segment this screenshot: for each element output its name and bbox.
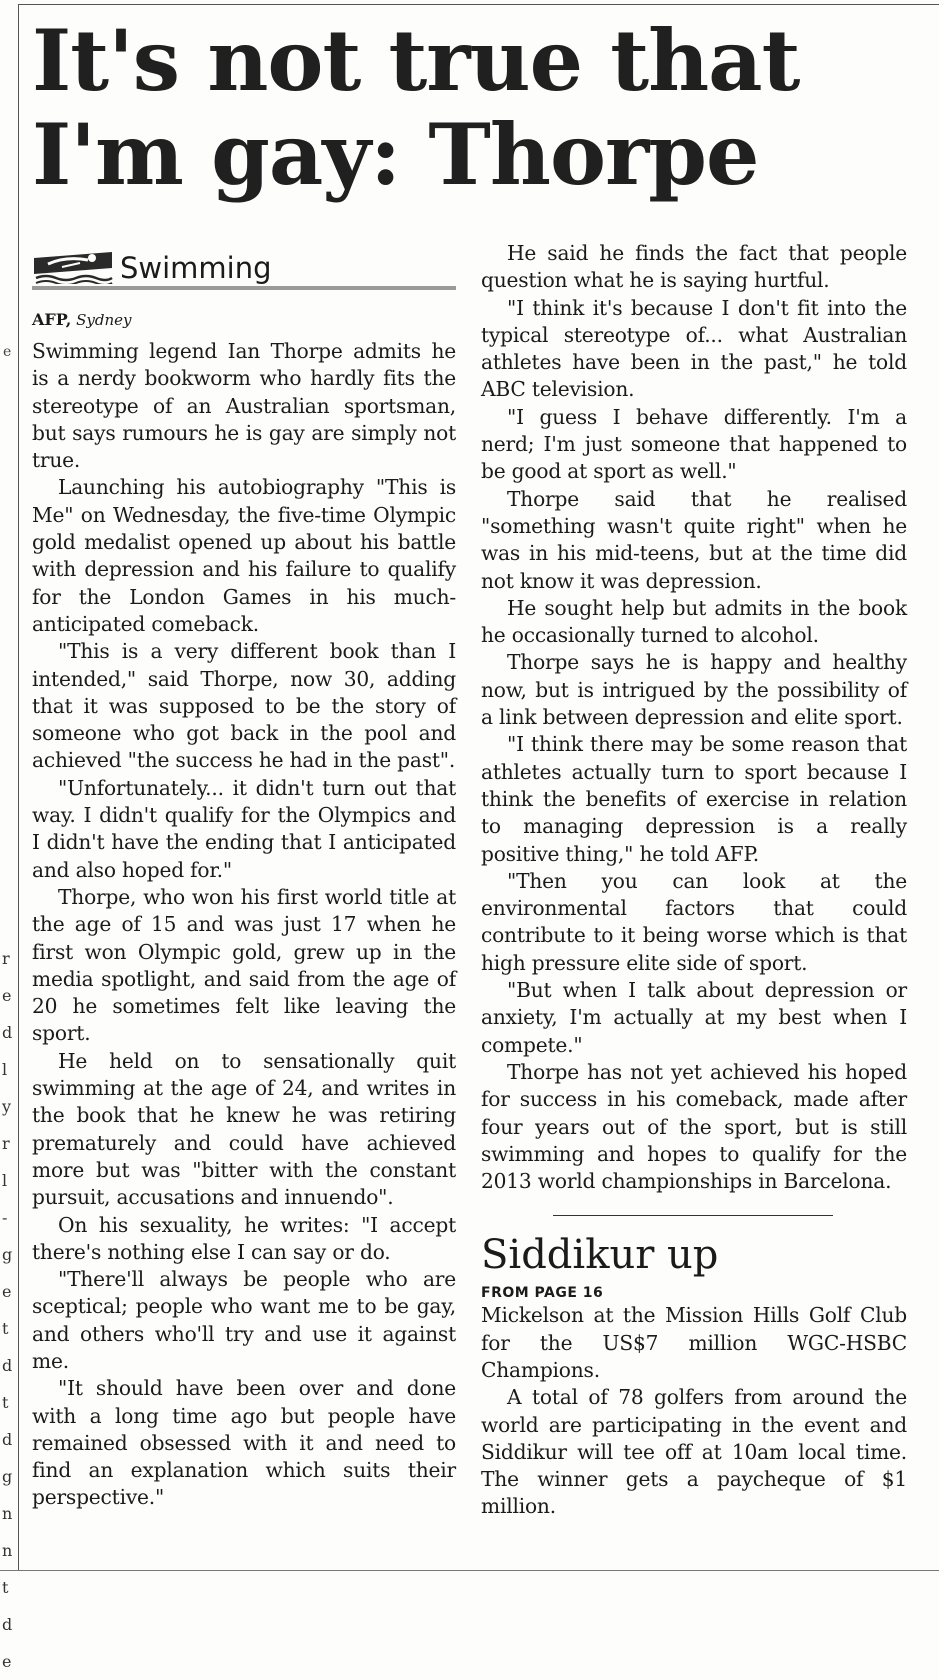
- edge-fragment: -: [2, 1208, 8, 1227]
- edge-fragment: r: [2, 949, 10, 968]
- edge-fragment: l: [2, 1060, 8, 1079]
- paragraph: "Then you can look at the environmental factors that could contribute to it being worse which is that high pressure elite side of sport.: [481, 868, 907, 975]
- paragraph: "I guess I behave differently. I'm a nerd; I'm just someone that happened to be good at sport as well.": [481, 404, 907, 484]
- edge-fragment: d: [2, 1023, 13, 1042]
- article-column-right: [481, 240, 907, 1521]
- article-column-left: [32, 244, 456, 1512]
- edge-fragment: l: [2, 1171, 8, 1190]
- paragraph: "But when I talk about depression or anxiety, I'm actually at my best when I compete.": [481, 978, 907, 1057]
- edge-fragment: t: [2, 1393, 9, 1412]
- swimmer-icon: [32, 244, 114, 284]
- paragraph: Thorpe has not yet achieved his hoped for success in his comeback, made after four years out of the sport, but is still swimming and hopes to qualify for the 2013 world championships in Barcelona.: [481, 1059, 907, 1194]
- byline-city: Sydney: [76, 311, 132, 329]
- paragraph: A total of 78 golfers from around the world are participating in the event and Siddikur will tee off at 10am local time. The winner gets a paycheque of $1 million.: [481, 1385, 907, 1519]
- story-divider: [553, 1215, 833, 1216]
- article-body-right: [481, 240, 907, 1195]
- paragraph: "This is a very different book than I intended," said Thorpe, now 30, adding that it was supposed to be the story of someone who got back in the pool and achieved "the success he had in the past".: [32, 639, 456, 773]
- paragraph: "There'll always be people who are sceptical; people who want me to be gay, and others who'll try and use it against me.: [32, 1267, 456, 1373]
- edge-fragment: e: [2, 1652, 12, 1671]
- edge-fragment: d: [2, 1430, 13, 1449]
- edge-fragments: [2, 940, 14, 1680]
- continuation-headline: Siddikur up: [481, 1232, 719, 1279]
- top-rule: [18, 4, 939, 5]
- paragraph: He sought help but admits in the book he occasionally turned to alcohol.: [481, 595, 907, 648]
- edge-fragment: d: [2, 1356, 13, 1375]
- section-tag: [32, 244, 456, 284]
- edge-fragment: r: [2, 1134, 10, 1153]
- edge-fragment: e: [3, 344, 12, 360]
- paragraph: Thorpe says he is happy and healthy now, but is intrigued by the possibility of a link between depression and elite sport.: [481, 650, 907, 730]
- paragraph: "It should have been over and done with a long time ago but people have remained obsessed with it and need to find an explanation which suits their perspective.": [32, 1376, 456, 1510]
- paragraph: Launching his autobiography "This is Me" on Wednesday, the five-time Olympic gold medalist opened up about his battle with depression and his failure to qualify for the London Games in his much-anticipated comeback.: [32, 475, 456, 636]
- edge-fragment: e: [2, 1282, 12, 1301]
- paragraph: Thorpe said that he realised "something wasn't quite right" when he was in his mid-teens, but at the time did not know it was depression.: [481, 486, 907, 593]
- paragraph: Thorpe, who won his first world title at the age of 15 and was just 17 when he first won Olympic gold, grew up in the media spotlight, and said from the age of 20 he sometimes felt like leaving the sport.: [32, 884, 456, 1046]
- paragraph: "Unfortunately... it didn't turn out that way. I didn't qualify for the Olympics and I didn't have the ending that I anticipated and also hoped for.": [32, 775, 456, 882]
- section-label: Swimming: [120, 251, 272, 285]
- edge-fragment: e: [2, 986, 12, 1005]
- continuation-body: [481, 1302, 907, 1520]
- section-underline: [32, 286, 456, 290]
- byline: [32, 310, 456, 330]
- edge-fragment: y: [2, 1097, 12, 1116]
- paragraph: "I think it's because I don't fit into the typical stereotype of... what Australian athletes have been in the past," he told ABC television.: [481, 295, 907, 402]
- article-headline: It's not true that I'm gay: Thorpe: [32, 11, 800, 204]
- edge-fragment: n: [2, 1541, 13, 1560]
- byline-agency: AFP,: [32, 310, 72, 329]
- bottom-rule: [0, 1570, 939, 1571]
- column-rule-left: [18, 4, 19, 1571]
- paragraph: He said he finds the fact that people question what he is saying hurtful.: [481, 241, 907, 293]
- from-page-label: FROM PAGE 16: [481, 1285, 604, 1302]
- edge-fragment: d: [2, 1615, 13, 1634]
- edge-fragment: g: [2, 1467, 13, 1486]
- paragraph: On his sexuality, he writes: "I accept there's nothing else I can say or do.: [32, 1212, 456, 1264]
- paragraph: He held on to sensationally quit swimming at the age of 24, and writes in the book that he knew he was retiring prematurely and could have achieved more but was "bitter with the constant pursuit, accusations and innuendo".: [32, 1048, 456, 1210]
- paragraph: Swimming legend Ian Thorpe admits he is a nerdy bookworm who hardly fits the stereotype of an Australian sportsman, but says rumours he is gay are simply not true.: [32, 339, 456, 473]
- edge-fragment: g: [2, 1245, 13, 1264]
- article-body-left: [32, 338, 456, 1512]
- edge-fragment: n: [2, 1504, 13, 1523]
- edge-fragment: t: [2, 1319, 9, 1338]
- edge-fragment: t: [2, 1578, 9, 1597]
- paragraph: Mickelson at the Mission Hills Golf Club for the US$7 million WGC-HSBC Champions.: [481, 1303, 907, 1382]
- paragraph: "I think there may be some reason that athletes actually turn to sport because I think the benefits of exercise in relation to managing depression is a really positive thing," he told AFP.: [481, 732, 907, 866]
